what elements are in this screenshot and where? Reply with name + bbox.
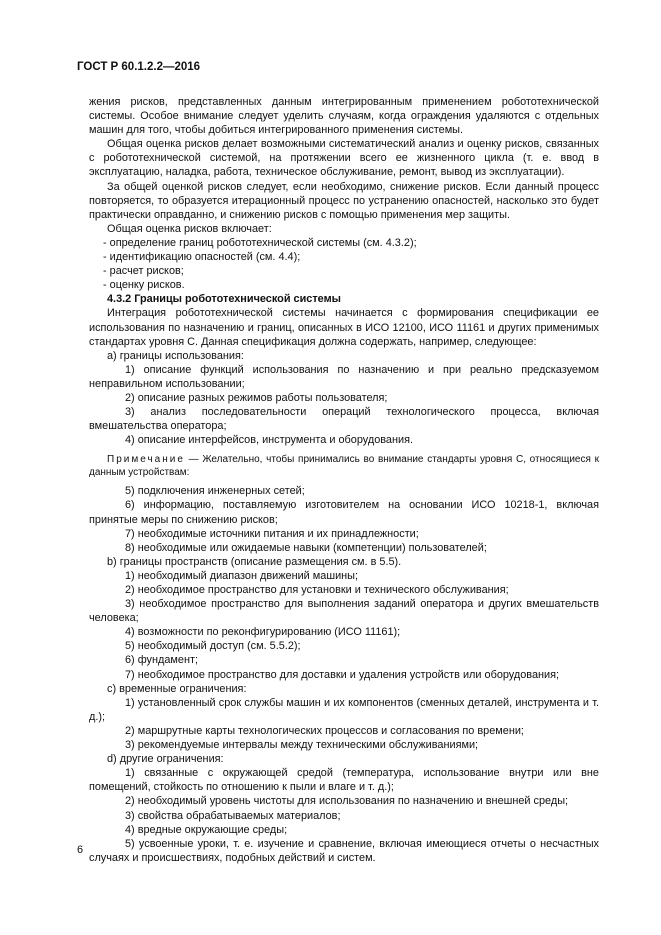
list-item: 3) свойства обрабатываемых материалов; <box>125 809 341 822</box>
list-item: 5) подключения инженерных сетей; <box>125 485 305 498</box>
list-item: 7) необходимое пространство для доставки и удаления устройств или оборудования; <box>125 668 560 681</box>
note <box>89 453 599 479</box>
paragraph: Общая оценка рисков делает возможными систематический анализ и оценку рисков, связанных с робототехнической системой, на протяжении всего ее жизненного цикла (т. е. ввод в эксплуатацию, наладка, работа, техническое обслуживание, ремонт, вывод из эксплуатации). <box>89 138 599 179</box>
list-item: - определение границ робототехнической системы (см. 4.3.2); <box>103 236 417 249</box>
page-body <box>89 95 599 865</box>
list-item: 1) необходимый диапазон движений машины; <box>125 569 359 582</box>
list-item: 4) возможности по реконфигурированию (ИСО 11161); <box>125 626 401 639</box>
paragraph: Общая оценка рисков включает: <box>107 222 272 235</box>
list-item: - идентификацию опасностей (см. 4.4); <box>103 251 301 264</box>
list-item: 3) рекомендуемые интервалы между техническими обслуживаниями; <box>125 739 479 752</box>
list-item: - оценку рисков. <box>103 279 185 292</box>
list-item: 4) описание интерфейсов, инструмента и оборудования. <box>125 434 413 447</box>
list-item: 2) необходимое пространство для установки и технического обслуживания; <box>125 584 509 596</box>
list-item: 1) связанные с окружающей средой (температура, использование внутри или вне помещений, стойкость по отношению к пыли и влаге и т. д.); <box>89 767 599 794</box>
list-label-d: d) другие ограничения: <box>107 753 224 766</box>
paragraph: жения рисков, представленных данным интегрированным применением робототехнической системы. Особое внимание следует уделить случаям, когда ограждения удаляются с отдельных машин для того, чтобы добиться интегрированного применения системы. <box>89 96 599 137</box>
list-item: 5) необходимый доступ (см. 5.5.2); <box>125 640 301 653</box>
list-label-a: a) границы использования: <box>107 349 244 362</box>
list-item: - расчет рисков; <box>103 265 184 278</box>
list-item: 3) необходимое пространство для выполнения заданий оператора и других вмешательств человека; <box>89 598 599 625</box>
list-label-b: b) границы пространств (описание размещения см. в 5.5). <box>107 555 402 568</box>
list-item: 6) фундамент; <box>125 654 198 667</box>
list-item: 7) необходимые источники питания и их принадлежности; <box>125 527 419 540</box>
list-item: 2) описание разных режимов работы пользователя; <box>125 391 388 404</box>
list-item: 4) вредные окружающие среды; <box>125 823 288 836</box>
section-intro: Интеграция робототехнической системы начинается с формирования спецификации ее использования по назначению и границ, описанных в ИСО 12100, ИСО 11161 и других применимых стандартах уровня С. Данная спецификация должна содержать, например, следующее: <box>89 307 599 348</box>
list-item: 5) усвоенные уроки, т. е. изучение и сравнение, включая имеющиеся отчеты о несчастных случаях и происшествиях, подобных действий и систем. <box>89 837 599 864</box>
paragraph: За общей оценкой рисков следует, если необходимо, снижение рисков. Если данный процесс повторяется, то образуется итерационный процесс по устранению опасностей, насколько это будет практически оправданно, и снижению рисков с помощью применения мер защиты. <box>89 180 599 221</box>
section-heading: 4.3.2 Границы робототехнической системы <box>107 293 341 306</box>
list-item: 3) анализ последовательности операций технологического процесса, включая вмешательства оператора; <box>89 406 599 433</box>
document-header: ГОСТ Р 60.1.2.2—2016 <box>77 61 201 73</box>
list-item: 2) маршрутные карты технологических процессов и согласования по времени; <box>125 724 524 737</box>
list-item: 2) необходимый уровень чистоты для использования по назначению и внешней среды; <box>125 795 569 808</box>
list-item: 1) описание функций использования по назначению и при реально предсказуемом неправильном использовании; <box>89 363 599 390</box>
list-item: 6) информацию, поставляемую изготовителем на основании ИСО 10218-1, включая принятые меры по снижению рисков; <box>89 499 599 526</box>
list-item: 8) необходимые или ожидаемые навыки (компетенции) пользователей; <box>125 541 487 554</box>
note-text: — Желательно, чтобы принимались во внимание стандарты уровня С, относящиеся к данным устройствам: <box>89 454 599 479</box>
list-item: 1) установленный срок службы машин и их компонентов (сменных деталей, инструмента и т. д.); <box>89 696 599 723</box>
note-label: Примечание <box>107 454 185 466</box>
page-number: 6 <box>77 844 84 856</box>
list-label-c: c) временные ограничения: <box>107 682 247 695</box>
